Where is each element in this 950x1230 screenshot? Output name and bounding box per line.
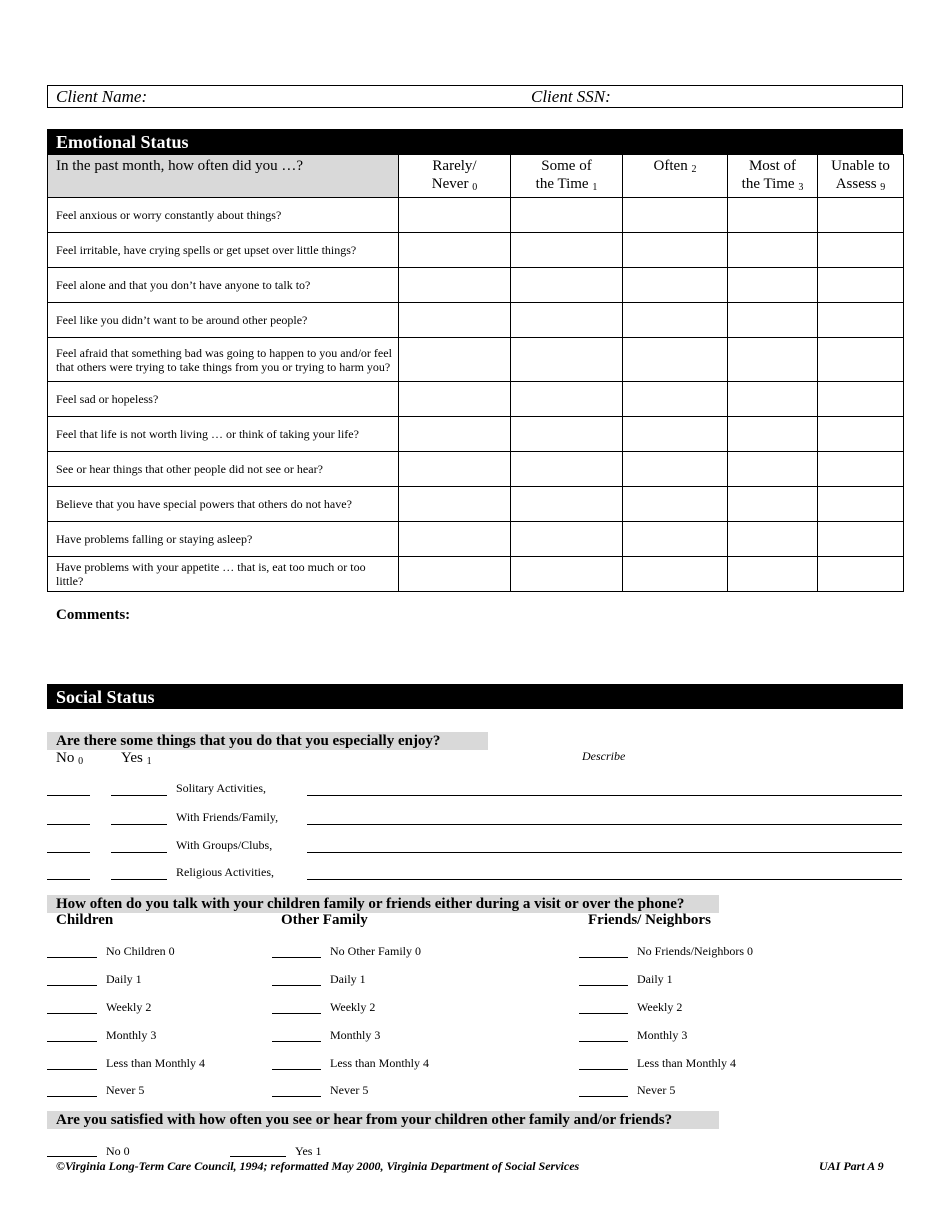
column-header-never: Rarely/ Never $_0$ — [399, 155, 511, 198]
other-family-option-label: Daily 1 — [330, 972, 366, 986]
activity-no-blank[interactable] — [47, 879, 90, 880]
table-row — [48, 303, 904, 338]
children-option-label: No Children 0 — [106, 944, 175, 958]
column-header-unable-to-assess: Unable to Assess $_9$ — [818, 155, 904, 198]
friends-neighbors-option-blank[interactable] — [579, 1069, 628, 1070]
footer-page-number: UAI Part A 9 — [819, 1159, 884, 1173]
activity-describe-line[interactable] — [307, 852, 902, 853]
answer-cell-never[interactable] — [399, 198, 511, 233]
activity-describe-line[interactable] — [307, 824, 902, 825]
activity-label: With Groups/Clubs, — [176, 838, 273, 852]
client-ssn-label[interactable]: Client SSN: — [531, 87, 611, 106]
yes-column-header: Yes $_1$ — [121, 750, 152, 767]
question-cell: Have problems falling or staying asleep? — [48, 522, 399, 557]
satisfied-no-blank[interactable] — [47, 1156, 97, 1157]
activity-yes-blank[interactable] — [111, 852, 167, 853]
question-cell: Have problems with your appetite … that is, eat too much or too little? — [48, 557, 399, 592]
answer-cell-most-of-the-time[interactable] — [728, 268, 818, 303]
answer-cell-often[interactable] — [623, 198, 728, 233]
other-family-option-label: Weekly 2 — [330, 1000, 376, 1014]
children-option-blank[interactable] — [47, 1096, 97, 1097]
answer-cell-some-of-the-time[interactable] — [511, 198, 623, 233]
friends-neighbors-option-label: Daily 1 — [637, 972, 673, 986]
friends-neighbors-option-blank[interactable] — [579, 985, 628, 986]
social-status-title: Social Status — [47, 684, 903, 709]
column-header-most-of-the-time: Most of the Time $_3$ — [728, 155, 818, 198]
answer-cell-unable-to-assess[interactable] — [818, 382, 904, 417]
table-row — [48, 522, 904, 557]
children-option-blank[interactable] — [47, 1041, 97, 1042]
question-cell: Feel like you didn’t want to be around other people? — [48, 303, 399, 338]
children-option-blank[interactable] — [47, 985, 97, 986]
other-family-option-blank[interactable] — [272, 1069, 321, 1070]
question-cell: Believe that you have special powers that others do not have? — [48, 487, 399, 522]
answer-cell-some-of-the-time[interactable] — [511, 268, 623, 303]
answer-cell-never[interactable] — [399, 233, 511, 268]
answer-cell-often[interactable] — [623, 522, 728, 557]
other-family-option-blank[interactable] — [272, 1041, 321, 1042]
other-family-option-blank[interactable] — [272, 1096, 321, 1097]
answer-cell-often[interactable] — [623, 268, 728, 303]
answer-cell-most-of-the-time[interactable] — [728, 522, 818, 557]
client-info-box — [47, 85, 903, 108]
answer-cell-most-of-the-time[interactable] — [728, 198, 818, 233]
answer-cell-most-of-the-time[interactable] — [728, 417, 818, 452]
satisfied-no-label: No 0 — [106, 1144, 130, 1158]
answer-cell-most-of-the-time[interactable] — [728, 557, 818, 592]
answer-cell-never[interactable] — [399, 382, 511, 417]
column-header-friends-neighbors: Friends/ Neighbors — [588, 912, 711, 928]
answer-cell-often[interactable] — [623, 557, 728, 592]
activity-describe-line[interactable] — [307, 879, 902, 880]
answer-cell-some-of-the-time[interactable] — [511, 338, 623, 382]
answer-cell-never[interactable] — [399, 487, 511, 522]
answer-cell-often[interactable] — [623, 338, 728, 382]
children-option-label: Weekly 2 — [106, 1000, 152, 1014]
column-header-children: Children — [56, 912, 114, 928]
activity-label: With Friends/Family, — [176, 810, 279, 824]
friends-neighbors-option-blank[interactable] — [579, 1013, 628, 1014]
children-option-blank[interactable] — [47, 957, 97, 958]
answer-cell-often[interactable] — [623, 382, 728, 417]
answer-cell-often[interactable] — [623, 487, 728, 522]
emotional-status-table — [47, 154, 904, 592]
children-option-blank[interactable] — [47, 1013, 97, 1014]
activity-yes-blank[interactable] — [111, 795, 167, 796]
activity-no-blank[interactable] — [47, 824, 90, 825]
other-family-option-blank[interactable] — [272, 957, 321, 958]
other-family-option-label: Never 5 — [330, 1083, 369, 1097]
question-cell: Feel sad or hopeless? — [48, 382, 399, 417]
column-header-often: Often $_2$ — [623, 155, 728, 198]
column-header-other-family: Other Family — [281, 912, 368, 928]
footer-copyright: ©Virginia Long-Term Care Council, 1994; reformatted May 2000, Virginia Department of Social Services — [56, 1159, 580, 1173]
answer-cell-never[interactable] — [399, 557, 511, 592]
no-column-header: No $_0$ — [56, 750, 84, 767]
activity-describe-line[interactable] — [307, 795, 902, 796]
question-header: In the past month, how often did you …? — [48, 155, 399, 198]
answer-cell-never[interactable] — [399, 417, 511, 452]
friends-neighbors-option-label: Monthly 3 — [637, 1028, 688, 1042]
answer-cell-unable-to-assess[interactable] — [818, 303, 904, 338]
friends-neighbors-option-label: Less than Monthly 4 — [637, 1056, 736, 1070]
column-header-some-of-the-time: Some of the Time $_1$ — [511, 155, 623, 198]
answer-cell-some-of-the-time[interactable] — [511, 557, 623, 592]
table-row — [48, 382, 904, 417]
question-cell: Feel alone and that you don’t have anyone to talk to? — [48, 268, 399, 303]
comments-label: Comments: — [56, 607, 131, 623]
answer-cell-most-of-the-time[interactable] — [728, 303, 818, 338]
answer-cell-unable-to-assess[interactable] — [818, 452, 904, 487]
friends-neighbors-option-label: No Friends/Neighbors 0 — [637, 944, 753, 958]
friends-neighbors-option-label: Never 5 — [637, 1083, 676, 1097]
other-family-option-label: Less than Monthly 4 — [330, 1056, 429, 1070]
friends-neighbors-option-label: Weekly 2 — [637, 1000, 683, 1014]
table-row — [48, 487, 904, 522]
table-row — [48, 268, 904, 303]
children-option-label: Daily 1 — [106, 972, 142, 986]
answer-cell-often[interactable] — [623, 417, 728, 452]
answer-cell-never[interactable] — [399, 452, 511, 487]
answer-cell-most-of-the-time[interactable] — [728, 233, 818, 268]
table-row — [48, 338, 904, 382]
activity-no-blank[interactable] — [47, 852, 90, 853]
activity-label: Solitary Activities, — [176, 781, 266, 795]
question-cell: Feel anxious or worry constantly about things? — [48, 198, 399, 233]
answer-cell-unable-to-assess[interactable] — [818, 417, 904, 452]
answer-cell-some-of-the-time[interactable] — [511, 382, 623, 417]
enjoy-question: Are there some things that you do that you especially enjoy? — [47, 732, 488, 750]
answer-cell-most-of-the-time[interactable] — [728, 338, 818, 382]
describe-label: Describe — [582, 749, 626, 763]
answer-cell-most-of-the-time[interactable] — [728, 382, 818, 417]
children-option-label: Less than Monthly 4 — [106, 1056, 205, 1070]
answer-cell-unable-to-assess[interactable] — [818, 557, 904, 592]
answer-cell-some-of-the-time[interactable] — [511, 303, 623, 338]
question-cell: See or hear things that other people did not see or hear? — [48, 452, 399, 487]
answer-cell-most-of-the-time[interactable] — [728, 487, 818, 522]
answer-cell-unable-to-assess[interactable] — [818, 198, 904, 233]
table-row — [48, 557, 904, 592]
answer-cell-often[interactable] — [623, 303, 728, 338]
satisfied-yes-blank[interactable] — [230, 1156, 286, 1157]
question-cell: Feel that life is not worth living … or think of taking your life? — [48, 417, 399, 452]
answer-cell-most-of-the-time[interactable] — [728, 452, 818, 487]
other-family-option-blank[interactable] — [272, 985, 321, 986]
friends-neighbors-option-blank[interactable] — [579, 1041, 628, 1042]
satisfied-yes-label: Yes 1 — [295, 1144, 322, 1158]
emotional-status-title: Emotional Status — [47, 129, 903, 154]
table-header-row — [48, 155, 904, 198]
answer-cell-never[interactable] — [399, 338, 511, 382]
answer-cell-unable-to-assess[interactable] — [818, 233, 904, 268]
question-cell: Feel irritable, have crying spells or get upset over little things? — [48, 233, 399, 268]
activity-yes-blank[interactable] — [111, 879, 167, 880]
satisfied-question: Are you satisfied with how often you see or hear from your children other family and/or friends? — [47, 1111, 719, 1129]
other-family-option-label: Monthly 3 — [330, 1028, 381, 1042]
friends-neighbors-option-blank[interactable] — [579, 957, 628, 958]
answer-cell-some-of-the-time[interactable] — [511, 452, 623, 487]
client-name-label[interactable]: Client Name: — [56, 87, 148, 106]
answer-cell-some-of-the-time[interactable] — [511, 233, 623, 268]
table-row — [48, 198, 904, 233]
answer-cell-never[interactable] — [399, 522, 511, 557]
answer-cell-never[interactable] — [399, 303, 511, 338]
talk-frequency-question: How often do you talk with your children family or friends either during a visit or over the phone? — [47, 895, 719, 913]
answer-cell-often[interactable] — [623, 452, 728, 487]
answer-cell-often[interactable] — [623, 233, 728, 268]
answer-cell-unable-to-assess[interactable] — [818, 522, 904, 557]
children-option-label: Never 5 — [106, 1083, 145, 1097]
answer-cell-some-of-the-time[interactable] — [511, 522, 623, 557]
activity-no-blank[interactable] — [47, 795, 90, 796]
activity-label: Religious Activities, — [176, 865, 274, 879]
answer-cell-unable-to-assess[interactable] — [818, 338, 904, 382]
answer-cell-unable-to-assess[interactable] — [818, 487, 904, 522]
answer-cell-unable-to-assess[interactable] — [818, 268, 904, 303]
answer-cell-never[interactable] — [399, 268, 511, 303]
friends-neighbors-option-blank[interactable] — [579, 1096, 628, 1097]
table-row — [48, 417, 904, 452]
question-cell: Feel afraid that something bad was going to happen to you and/or feel that others were trying to take things from you or trying to harm you? — [48, 338, 399, 382]
other-family-option-label: No Other Family 0 — [330, 944, 421, 958]
children-option-label: Monthly 3 — [106, 1028, 157, 1042]
answer-cell-some-of-the-time[interactable] — [511, 417, 623, 452]
answer-cell-some-of-the-time[interactable] — [511, 487, 623, 522]
table-row — [48, 452, 904, 487]
activity-yes-blank[interactable] — [111, 824, 167, 825]
other-family-option-blank[interactable] — [272, 1013, 321, 1014]
table-row — [48, 233, 904, 268]
children-option-blank[interactable] — [47, 1069, 97, 1070]
